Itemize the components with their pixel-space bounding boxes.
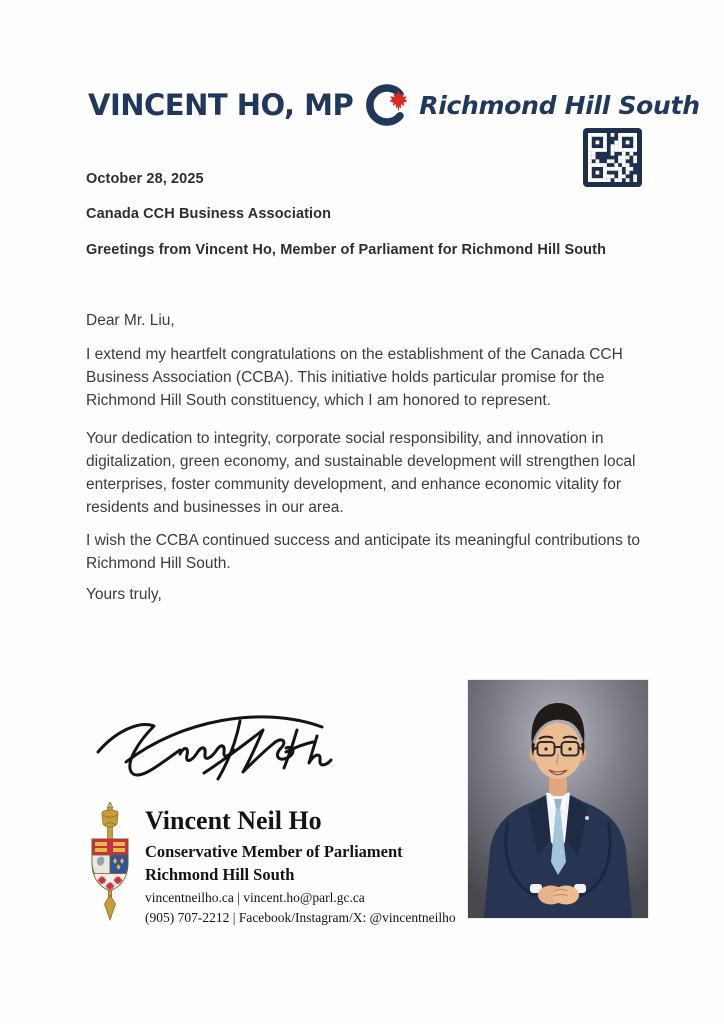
riding-wordmark: Richmond Hill South	[419, 90, 700, 120]
footer-title: Conservative Member of Parliament	[145, 842, 403, 861]
footer-contact-line-2: (905) 707-2212 | Facebook/Instagram/X: @vincentneilho	[145, 910, 456, 925]
salutation: Dear Mr. Liu,	[86, 312, 175, 329]
mp-name-wordmark: VINCENT HO, MP	[88, 88, 354, 122]
closing: Yours truly,	[86, 586, 162, 603]
footer-signature-block	[145, 805, 456, 928]
footer-name: Vincent Neil Ho	[145, 806, 322, 835]
qr-code	[583, 128, 642, 187]
signature-image	[90, 700, 344, 792]
footer-contact-line-1: vincentneilho.ca | vincent.ho@parl.gc.ca	[145, 890, 365, 905]
maple-leaf-icon	[390, 90, 408, 110]
paragraph-3: I wish the CCBA continued success and anticipate its meaningful contributions to Richmond Hill South.	[86, 532, 641, 572]
coat-of-arms-icon	[84, 801, 136, 923]
footer-riding: Richmond Hill South	[145, 865, 295, 884]
portrait-photo	[468, 680, 648, 918]
paragraph-2: Your dedication to integrity, corporate social responsibility, and innovation in digitalization, green economy, and sustainable development will strengthen local enterprises, foster community development, and enhance economic vitality for residents and businesses in our area.	[86, 430, 636, 516]
letter-recipient: Canada CCH Business Association	[86, 206, 332, 222]
letterhead	[88, 82, 700, 128]
conservative-party-logo-icon	[365, 82, 411, 128]
paragraph-1: I extend my heartfelt congratulations on the establishment of the Canada CCH Business Association (CCBA). This initiative holds particular promise for the Richmond Hill South constituency, which I am honored to represent.	[86, 346, 623, 409]
letter-subject-line: Greetings from Vincent Ho, Member of Parliament for Richmond Hill South	[86, 242, 607, 258]
letter-date: October 28, 2025	[86, 171, 204, 187]
